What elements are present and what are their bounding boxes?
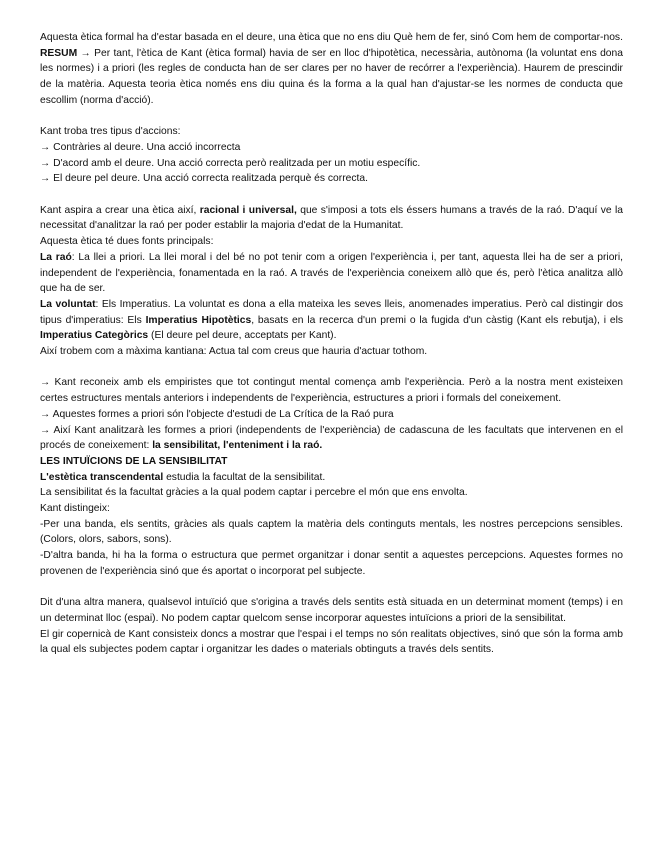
accio-item-3: → El deure pel deure. Una acció correcta realitzada perquè és correcta. (40, 173, 368, 185)
paragraph-analitza (40, 423, 623, 454)
list-item-forma: -D'altra banda, hi ha la forma o estructura que permet organitzar i donar sentit a aquestes percepcions. Aquestes formes no provenen de l'experiència sinó que és aportat o incorporat pel subjecte. (40, 550, 623, 577)
paragraph-distingeix: Kant distingeix: (40, 503, 110, 515)
analitza-bold: la sensibilitat, l'enteniment i la raó. (152, 440, 323, 452)
resum-arrow: → (77, 47, 95, 59)
maxima-kantiana: Així trobem com a màxima kantiana: Actua tal com creus que hauria d'actuar tothom. (40, 346, 428, 358)
paragraph-voluntat (40, 297, 623, 344)
resum-text: Per tant, l'ètica de Kant (ètica formal) havia de ser en lloc d'hipotètica, necessària, autònoma (la voluntat ens dona les normes) i a priori (les regles de conducta han de ser clares per no haver de recórrer a l'experiència). Haurem de prescindir de la matèria. Aquesta teoria ètica només ens diu quina és la forma a la qual han d'ajustar-se les normes de conducta que escollim (norma d'acció). (40, 47, 623, 106)
accions-intro: Kant troba tres tipus d'accions: (40, 126, 181, 138)
analitza-text: → Així Kant analitzarà les formes a priori (independents de l'experiència) de cadascuna de les facultats que intervenen en el procés de coneixement: (40, 424, 623, 452)
etica-bold: racional i universal, (199, 204, 297, 216)
fonts-intro: Aquesta ètica té dues fonts principals: (40, 236, 214, 248)
section-heading-intuicions (40, 454, 623, 470)
paragraph-formal-ethics: Aquesta ètica formal ha d'estar basada en el deure, una ètica que no ens diu Què hem de fer, sinó Com hem de comportar-nos. (40, 32, 623, 43)
paragraph-empiristes: → Kant reconeix amb els empiristes que tot contingut mental comença amb l'experiència. Però a la nostra ment existeixen certes estructures mentals anteriors i independents de l'experiència, estructures a priori i formals del coneixement. (40, 377, 623, 405)
imperatius-hipotetics: Imperatius Hipotètics (145, 314, 252, 326)
paragraph-universal-ethics (40, 203, 623, 234)
estetica-bold: L'estètica transcendental (40, 471, 164, 483)
paragraph-estetica (40, 470, 623, 486)
paragraph-formes: → Aquestes formes a priori són l'objecte d'estudi de La Crítica de la Raó pura (40, 408, 394, 420)
paragraph-rao (40, 250, 623, 297)
paragraph-gir-copernica: El gir copernicà de Kant consisteix doncs a mostrar que l'espai i el temps no són realitats objectives, sinó que són la forma amb la qual els subjectes podem captar i organitzar les dades o materials obtinguts a través dels sentits. (40, 628, 623, 656)
resum-label: RESUM (40, 47, 78, 59)
list-item-sentits: -Per una banda, els sentits, gràcies als quals captem la matèria dels continguts mentals, les nostres percepcions sensibles. (Colors, olors, sabors, sons). (40, 518, 623, 546)
paragraph-resum (40, 46, 623, 109)
etica-text-a: Kant aspira a crear una ètica així, (40, 204, 200, 216)
paragraph-sensibilitat: La sensibilitat és la facultat gràcies a la qual podem captar i percebre el món que ens envolta. (40, 487, 468, 499)
rao-text: : La llei a priori. La llei moral i del bé no pot tenir com a origen l'experiència i, per tant, aquesta llei ha de ser a priori, independent de l'experiència, fonamentada en la raó. A través de l'experiència coneixem allò que és, però l'ètica analitza allò que ha de ser. (40, 251, 624, 295)
voluntat-text-1: : Els Imperatius. La voluntat es dona a ella mateixa les seves lleis, anomenades imperatius. Però cal distingir dos tipus d'imperatius: Els (40, 298, 623, 326)
accio-item-1: → Contràries al deure. Una acció incorrecta (40, 141, 241, 153)
imperatius-categorics: Imperatius Categòrics (40, 330, 149, 342)
heading-text: LES INTUÏCIONS DE LA SENSIBILITAT (40, 455, 228, 467)
paragraph-dit: Dit d'una altra manera, qualsevol intuïció que s'origina a través dels sentits està situada en un determinat moment (temps) i en un determinat lloc (espai). No podem captar quelcom sense incorporar aquestes intuïcions a priori de la sensibilitat. (40, 597, 623, 624)
estetica-text: estudia la facultat de la sensibilitat. (163, 471, 326, 483)
accio-item-2: → D'acord amb el deure. Una acció correcta però realitzada per un motiu específic. (40, 157, 421, 169)
voluntat-text-2: , basats en la recerca d'un premi o la fugida d'un càstig (Kant els rebutja), i els (251, 314, 624, 326)
etica-text-c: que s'imposi a tots els éssers humans a través de la raó. D'aquí ve la necessitat d'analitzar la raó per poder establir la majoria d'edat de la Humanitat. (40, 204, 623, 232)
rao-label: La raó (40, 251, 72, 263)
voluntat-label: La voluntat (40, 298, 96, 310)
voluntat-text-3: (El deure pel deure, acceptats per Kant). (148, 330, 337, 342)
